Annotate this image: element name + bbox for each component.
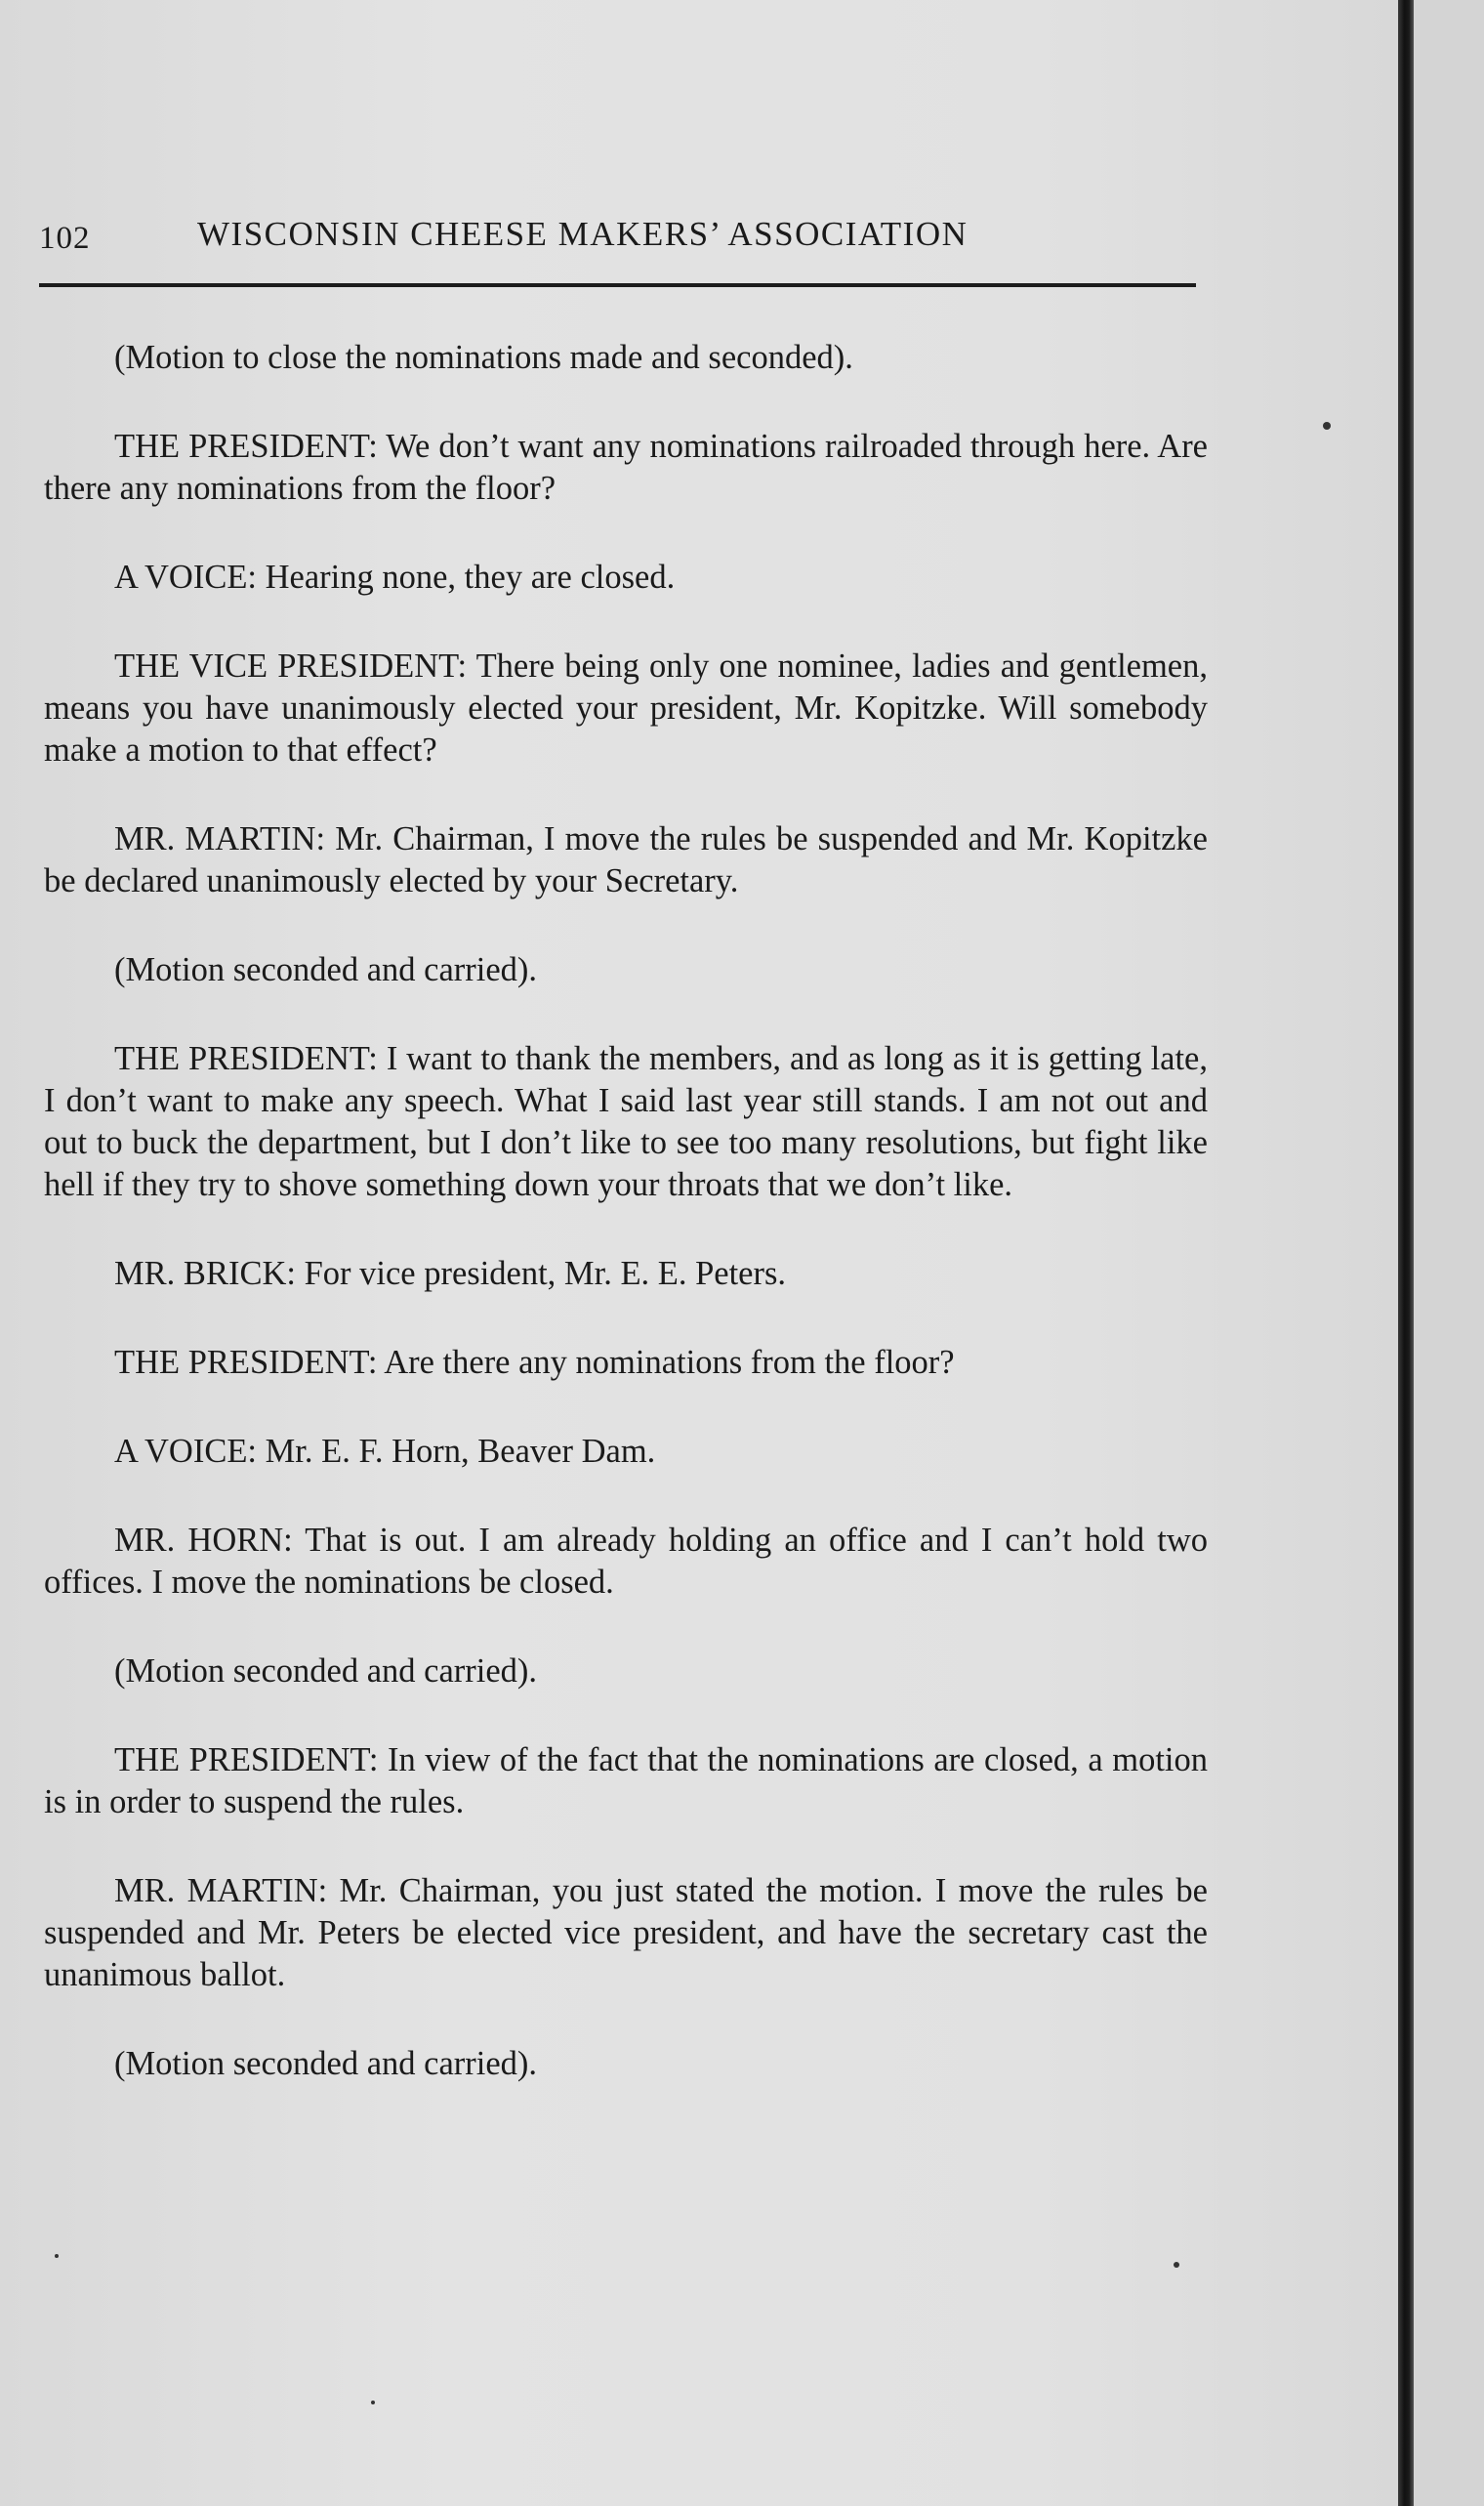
- running-head-title: WISCONSIN CHEESE MAKERS’ ASSOCIATION: [197, 215, 969, 253]
- header-rule: [39, 283, 1196, 287]
- paragraph-president-floor: THE PRESIDENT: Are there any nominations from the floor?: [114, 1344, 955, 1381]
- page-number: 102: [39, 221, 91, 256]
- page-speck: [1323, 422, 1331, 430]
- body-text: [44, 337, 1208, 2085]
- paragraph-president-thanks: THE PRESIDENT: I want to thank the members, and as long as it is getting late, I don’t want to make any speech. What I said last year still stands. I am not out and out to buck the department, but I don’t like to see too many resolutions, but fight like hell if they try to shove something down your throats that we don’t like.: [44, 1040, 1208, 1203]
- running-head: [39, 209, 1196, 268]
- paragraph-gap: [44, 510, 1208, 557]
- paragraph-martin-peters-elected: MR. MARTIN: Mr. Chairman, you just stated the motion. I move the rules be suspended and Mr. Peters be elected vice president, and have the secretary cast the unanimous ballot.: [44, 1872, 1208, 1993]
- paragraph-brick-vice-president: MR. BRICK: For vice president, Mr. E. E. Peters.: [114, 1255, 787, 1292]
- paragraph-gap: [44, 1295, 1208, 1342]
- paragraph-gap: [44, 1604, 1208, 1650]
- page-speck: [55, 2254, 59, 2258]
- paragraph-motion-carried-2: (Motion seconded and carried).: [114, 1652, 538, 1690]
- facing-page-edge: [1414, 0, 1484, 2506]
- paragraph-gap: [44, 599, 1208, 646]
- paragraph-president-suspend-rules: THE PRESIDENT: In view of the fact that the nominations are closed, a motion is in order to suspend the rules.: [44, 1741, 1208, 1820]
- paragraph-gap: [44, 1996, 1208, 2043]
- paragraph-gap: [44, 902, 1208, 949]
- paragraph-vice-president-nominee: THE VICE PRESIDENT: There being only one nominee, ladies and gentlemen, means you have unanimously elected your president, Mr. Kopitzke. Will somebody make a motion to that effect?: [44, 647, 1208, 769]
- paragraph-gap: [44, 1692, 1208, 1739]
- paragraph-gap: [44, 991, 1208, 1038]
- paragraph-horn-declines: MR. HORN: That is out. I am already holding an office and I can’t hold two offices. I move the nominations be closed.: [44, 1522, 1208, 1601]
- paragraph-motion-carried-3: (Motion seconded and carried).: [114, 2045, 538, 2082]
- page-speck: [371, 2401, 375, 2404]
- paragraph-president-railroaded: THE PRESIDENT: We don’t want any nominations railroaded through here. Are there any nominations from the floor?: [44, 428, 1208, 507]
- paragraph-martin-suspend: MR. MARTIN: Mr. Chairman, I move the rules be suspended and Mr. Kopitzke be declared unanimously elected by your Secretary.: [44, 820, 1208, 899]
- paragraph-gap: [44, 1823, 1208, 1870]
- page-speck: [1174, 2262, 1179, 2268]
- paragraph-voice-horn: A VOICE: Mr. E. F. Horn, Beaver Dam.: [114, 1433, 656, 1470]
- paragraph-motion-carried-1: (Motion seconded and carried).: [114, 951, 538, 988]
- page-edge-shadow: [1398, 0, 1414, 2506]
- paragraph-gap: [44, 1206, 1208, 1253]
- paragraph-gap: [44, 772, 1208, 818]
- paragraph-gap: [44, 1384, 1208, 1431]
- paragraph-gap: [44, 1473, 1208, 1520]
- paragraph-voice-closed: A VOICE: Hearing none, they are closed.: [114, 559, 676, 596]
- paragraph-gap: [44, 379, 1208, 426]
- paragraph-motion-close-nominations: (Motion to close the nominations made and seconded).: [114, 339, 853, 376]
